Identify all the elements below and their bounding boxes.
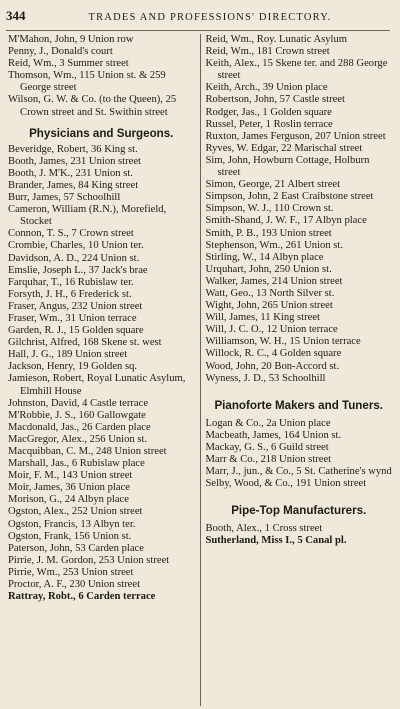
directory-entry: Farquhar, T., 16 Rubislaw ter. — [8, 276, 134, 288]
directory-entry: Robertson, John, 57 Castle street — [205, 94, 345, 106]
directory-entry: Macquibban, C. M., 248 Union street — [8, 446, 167, 457]
directory-entry: Johnston, David, 4 Castle terrace — [8, 397, 149, 409]
right-top-entries — [205, 34, 392, 385]
directory-entry: Gilchrist, Alfred, 168 Skene st. west — [8, 337, 162, 349]
directory-entry: Reid, Wm., 3 Summer street — [8, 58, 129, 70]
directory-entry: M'Robbie, J. S., 160 Gallowgate — [8, 409, 146, 421]
directory-entry: Connon, T. S., 7 Crown street — [8, 228, 134, 240]
directory-entry: Wood, John, 20 Bon-Accord st. — [205, 360, 340, 372]
directory-entry: Davidson, A. D., 224 Union st. — [8, 252, 140, 264]
directory-entry: Stephenson, Wm., 261 Union st. — [205, 239, 344, 251]
directory-entry: Hall, J. G., 189 Union street — [8, 349, 128, 361]
directory-entry: Burr, James, 57 Schoolhill — [8, 192, 121, 204]
directory-entry: Ryves, W. Edgar, 22 Marischal street — [205, 142, 363, 154]
left-column — [8, 34, 200, 706]
directory-entry: Rodger, Jas., 1 Golden square — [205, 106, 332, 118]
two-column-body — [8, 34, 392, 706]
physicians-entries — [8, 144, 195, 591]
directory-entry: Walker, James, 214 Union street — [205, 275, 343, 287]
directory-entry: Jackson, Henry, 19 Golden sq. — [8, 361, 138, 373]
directory-entry: Logan & Co., 2a Union place — [205, 417, 331, 429]
directory-entry: Marr & Co., 218 Union street — [205, 454, 332, 465]
running-head: TRADES AND PROFESSIONS' DIRECTORY. — [88, 12, 332, 23]
directory-entry: Reid, Wm., 181 Crown street — [205, 46, 330, 58]
directory-entry: Ogston, Francis, 13 Albyn ter. — [8, 518, 136, 530]
directory-entry: Beveridge, Robert, 36 King st. — [8, 143, 138, 155]
directory-entry: Moir, F. M., 143 Union street — [8, 470, 133, 482]
page-header — [6, 8, 390, 31]
directory-entry: Moir, James, 36 Union place — [8, 482, 130, 494]
directory-entry: Sim, John, Howburn Cottage, Holburn street — [205, 154, 370, 179]
directory-entry: Simpson, John, 2 East Craibstone street — [205, 191, 374, 203]
directory-entry: Crombie, Charles, 10 Union ter. — [8, 240, 144, 252]
directory-entry: Brander, James, 84 King street — [8, 179, 139, 191]
directory-entry: Will, J. C. O., 12 Union terrace — [205, 324, 338, 336]
directory-entry: Proctor, A. F., 230 Union street — [8, 579, 141, 591]
section-heading-physicians: Physicians and Surgeons. — [29, 126, 174, 140]
right-column — [200, 34, 392, 706]
directory-entry: Pirrie, Wm., 253 Union street — [8, 566, 134, 578]
section-heading-pipe-top: Pipe-Top Manufacturers. — [231, 504, 367, 518]
directory-entry: Wight, John, 265 Union street — [205, 300, 333, 312]
directory-entry: Simpson, W. J., 110 Crown st. — [205, 203, 334, 215]
directory-entry: Booth, Alex., 1 Cross street — [205, 523, 323, 535]
directory-entry: Urquhart, John, 250 Union st. — [205, 263, 332, 275]
directory-entry: Rattray, Robt., 6 Carden terrace — [8, 591, 156, 603]
directory-entry: M'Mahon, John, 9 Union row — [8, 34, 134, 45]
directory-entry: Jamieson, Robert, Royal Lunatic Asylum, Elmhill House — [8, 373, 186, 397]
directory-entry: Sutherland, Miss I., 5 Canal pl. — [205, 535, 347, 547]
left-top-entries — [8, 34, 195, 119]
directory-entry: Will, James, 11 King street — [205, 312, 320, 324]
directory-entry: Fraser, Wm., 31 Union terrace — [8, 312, 137, 324]
directory-entry: Ogston, Frank, 156 Union st. — [8, 530, 132, 542]
directory-entry: Reid, Wm., Roy. Lunatic Asylum — [205, 34, 348, 45]
directory-entry: Keith, Alex., 15 Skene ter. and 288 George street — [205, 58, 388, 82]
directory-entry: MacGregor, Alex., 256 Union st. — [8, 433, 148, 445]
directory-entry: Emslie, Joseph L., 37 Jack's brae — [8, 264, 148, 276]
directory-entry: Forsyth, J. H., 6 Frederick st. — [8, 288, 132, 300]
directory-entry: Wilson, G. W. & Co. (to the Queen), 25 Crown street and St. Swithin street — [8, 94, 177, 118]
directory-entry: Marr, J., jun., & Co., 5 St. Catherine's wynd — [205, 466, 392, 478]
page-number: 344 — [6, 8, 26, 23]
directory-entry: Smith, P. B., 193 Union street — [205, 227, 332, 239]
directory-entry: Macdonald, Jas., 26 Carden place — [8, 421, 151, 433]
directory-entry: Paterson, John, 53 Carden place — [8, 542, 144, 554]
directory-entry: Ogston, Alex., 252 Union street — [8, 506, 143, 518]
directory-entry: Thomson, Wm., 115 Union st. & 259 George street — [8, 70, 166, 94]
directory-entry: Mackay, G. S., 6 Guild street — [205, 441, 329, 453]
directory-entry: Watt, Geo., 13 North Silver st. — [205, 287, 335, 299]
directory-entry: Morison, G., 24 Albyn place — [8, 494, 129, 506]
directory-entry: Russel, Peter, 1 Roslin terrace — [205, 118, 333, 130]
directory-entry: Keith, Arch., 39 Union place — [205, 82, 328, 94]
directory-entry: Smith-Shand, J. W. F., 17 Albyn place — [205, 215, 367, 227]
directory-entry: Williamson, W. H., 15 Union terrace — [205, 336, 361, 348]
pianoforte-entries — [205, 418, 392, 491]
directory-entry: Fraser, Angus, 232 Union street — [8, 300, 143, 312]
directory-entry: Wyness, J. D., 53 Schoolhill — [205, 372, 326, 384]
section-heading-pianoforte: Pianoforte Makers and Tuners. — [214, 398, 384, 412]
directory-entry: Simon, George, 21 Albert street — [205, 179, 341, 191]
directory-entry: Garden, R. J., 15 Golden square — [8, 325, 144, 337]
pipe-top-entries — [205, 523, 392, 535]
directory-entry: Penny, J., Donald's court — [8, 46, 113, 58]
directory-entry: Booth, J. M'K., 231 Union st. — [8, 167, 133, 179]
directory-entry: Cameron, William (R.N.), Morefield, Stocket — [8, 204, 167, 228]
directory-entry: Marshall, Jas., 6 Rubislaw place — [8, 458, 145, 470]
directory-entry: Pirrie, J. M. Gordon, 253 Union street — [8, 554, 170, 566]
directory-entry: Selby, Wood, & Co., 191 Union street — [205, 478, 367, 490]
directory-entry: Stirling, W., 14 Albyn place — [205, 251, 324, 263]
directory-entry: Willock, R. C., 4 Golden square — [205, 348, 342, 360]
directory-entry: Booth, James, 231 Union street — [8, 155, 141, 167]
directory-entry: Macbeath, James, 164 Union st. — [205, 429, 342, 441]
directory-entry: Ruxton, James Ferguson, 207 Union street — [205, 130, 386, 142]
